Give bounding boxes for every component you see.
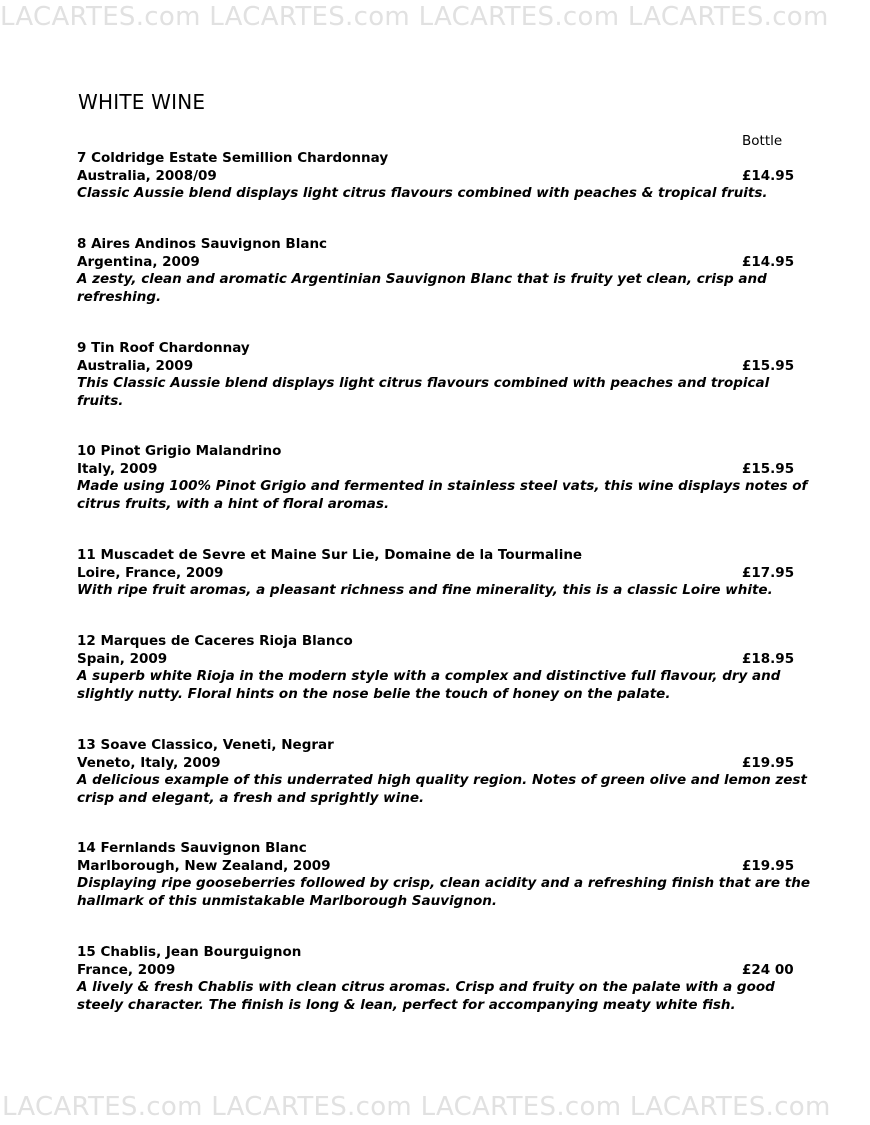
wine-name: 15 Chablis, Jean Bourguignon	[77, 944, 302, 960]
wine-name: 13 Soave Classico, Veneti, Negrar	[77, 737, 334, 753]
wine-description: A zesty, clean and aromatic Argentinian Sauvignon Blanc that is fruity yet clean, crisp and refreshing.	[77, 271, 767, 305]
wine-description: Made using 100% Pinot Grigio and fermented in stainless steel vats, this wine displays notes of citrus fruits, with a hint of floral aromas.	[77, 478, 808, 512]
wine-item	[77, 236, 812, 306]
wine-origin: Loire, France, 2009	[77, 564, 224, 581]
wine-origin: Italy, 2009	[77, 460, 158, 477]
wine-price: £15.95	[742, 460, 795, 477]
wine-description: Displaying ripe gooseberries followed by crisp, clean acidity and a refreshing finish that are the hallmark of this unmistakable Marlborough Sauvignon.	[77, 875, 810, 909]
wine-name: 14 Fernlands Sauvignon Blanc	[77, 840, 307, 856]
watermark-top: LACARTES.com LACARTES.com LACARTES.com LACARTES.com	[0, 2, 829, 32]
wine-price: £17.95	[742, 564, 795, 581]
wine-price: £19.95	[742, 857, 795, 874]
wine-origin: France, 2009	[77, 961, 176, 978]
wine-origin: Veneto, Italy, 2009	[77, 754, 221, 771]
wine-description: A superb white Rioja in the modern style with a complex and distinctive full flavour, dry and slightly nutty. Floral hints on the nose belie the touch of honey on the palate.	[77, 668, 781, 702]
wine-item	[77, 633, 812, 703]
wine-price: £19.95	[742, 754, 795, 771]
bottle-column-header: Bottle	[742, 133, 783, 149]
wine-item	[77, 443, 812, 513]
page-title: WHITE WINE	[78, 90, 206, 114]
wine-origin: Australia, 2009	[77, 357, 194, 374]
wine-price: £14.95	[742, 253, 795, 270]
wine-item	[77, 737, 812, 807]
wine-origin: Australia, 2008/09	[77, 167, 217, 184]
wine-price: £18.95	[742, 650, 795, 667]
wine-price: £24 00	[742, 961, 794, 978]
wine-item	[77, 547, 812, 600]
wine-description: This Classic Aussie blend displays light citrus flavours combined with peaches and tropical fruits.	[77, 375, 770, 409]
wine-name: 11 Muscadet de Sevre et Maine Sur Lie, Domaine de la Tourmaline	[77, 547, 583, 563]
wine-item	[77, 840, 812, 910]
wine-description: A delicious example of this underrated high quality region. Notes of green olive and lemon zest crisp and elegant, a fresh and sprightly wine.	[77, 772, 807, 806]
wine-name: 10 Pinot Grigio Malandrino	[77, 443, 282, 459]
wine-name: 7 Coldridge Estate Semillion Chardonnay	[77, 150, 389, 166]
watermark-bottom: LACARTES.com LACARTES.com LACARTES.com LACARTES.com	[2, 1092, 831, 1122]
wine-origin: Marlborough, New Zealand, 2009	[77, 857, 331, 874]
wine-name: 8 Aires Andinos Sauvignon Blanc	[77, 236, 328, 252]
wine-origin: Argentina, 2009	[77, 253, 200, 270]
wine-item	[77, 340, 812, 410]
wine-name: 12 Marques de Caceres Rioja Blanco	[77, 633, 353, 649]
wine-description: A lively & fresh Chablis with clean citrus aromas. Crisp and fruity on the palate with a good steely character. The finish is long & lean, perfect for accompanying meaty white fish.	[77, 979, 775, 1013]
wine-price: £14.95	[742, 167, 795, 184]
wine-item	[77, 150, 812, 203]
wine-origin: Spain, 2009	[77, 650, 168, 667]
wine-name: 9 Tin Roof Chardonnay	[77, 340, 250, 356]
wine-price: £15.95	[742, 357, 795, 374]
wine-description: Classic Aussie blend displays light citrus flavours combined with peaches & tropical fruits.	[77, 185, 768, 201]
wine-description: With ripe fruit aromas, a pleasant richness and fine minerality, this is a classic Loire white.	[77, 582, 773, 598]
wine-item	[77, 944, 812, 1014]
